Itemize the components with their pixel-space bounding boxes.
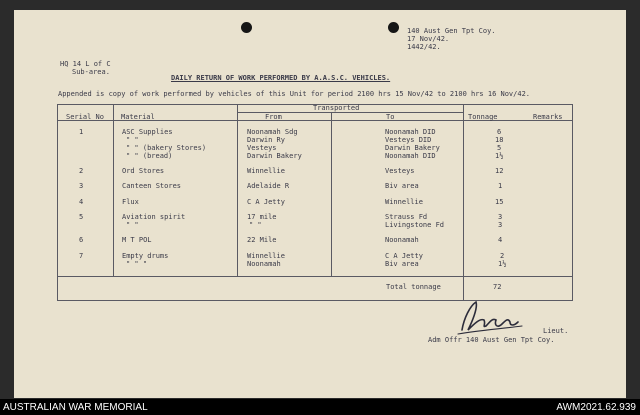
tonnage-cell: 5: [497, 144, 502, 152]
material-cell: " " (bakery Stores): [126, 144, 207, 152]
header-tonnage: Tonnage: [468, 113, 498, 121]
material-cell: Aviation spirit: [122, 213, 186, 221]
archive-name: AUSTRALIAN WAR MEMORIAL: [3, 402, 148, 413]
intro-text: Appended is copy of work performed by vehicles of this Unit for period 2100 hrs 15 Nov/42 to 2100 hrs 16 Nov/42.: [58, 90, 531, 98]
header-from: From: [265, 113, 282, 121]
to-cell: Strauss Fd: [385, 213, 428, 221]
addressee-sub: Sub-area.: [72, 68, 110, 76]
column-divider: [237, 104, 238, 276]
from-cell: 22 Mile: [247, 236, 277, 244]
material-cell: " " (bread): [126, 152, 173, 160]
to-cell: Biv area: [385, 182, 419, 190]
to-cell: Darwin Bakery: [385, 144, 440, 152]
document-date: 17 Nov/42.: [407, 35, 450, 43]
header-material: Material: [121, 113, 155, 121]
archive-footer: [0, 399, 640, 415]
tonnage-cell: 1½: [498, 260, 507, 268]
to-cell: Vesteys DID: [385, 136, 432, 144]
from-cell: Noonamah Sdg: [247, 128, 298, 136]
from-cell: Vesteys: [247, 144, 277, 152]
to-cell: Vesteys: [385, 167, 415, 175]
to-cell: Noonamah DID: [385, 128, 436, 136]
to-cell: Livingstone Fd: [385, 221, 445, 229]
tonnage-cell: 12: [495, 167, 504, 175]
tonnage-cell: 15: [495, 198, 504, 206]
material-cell: Canteen Stores: [122, 182, 182, 190]
serial-cell: 3: [79, 182, 84, 190]
table-body-border: [57, 276, 573, 277]
document-title: DAILY RETURN OF WORK PERFORMED BY A.A.S.C. VEHICLES.: [171, 74, 391, 82]
material-cell: ASC Supplies: [122, 128, 173, 136]
serial-cell: 7: [79, 252, 84, 260]
tonnage-cell: 3: [498, 221, 503, 229]
material-cell: " " ": [126, 260, 148, 268]
to-cell: C A Jetty: [385, 252, 423, 260]
column-divider: [463, 104, 464, 300]
column-divider: [331, 112, 332, 276]
material-cell: Flux: [122, 198, 139, 206]
total-value: 72: [493, 283, 502, 291]
from-cell: Darwin Bakery: [247, 152, 302, 160]
tonnage-cell: 18: [495, 136, 504, 144]
signatory-appointment: Adm Offr 140 Aust Gen Tpt Coy.: [428, 336, 555, 344]
to-cell: Biv area: [385, 260, 419, 268]
handwritten-signature: [450, 296, 530, 338]
header-remarks: Remarks: [533, 113, 563, 121]
signatory-rank: Lieut.: [543, 327, 569, 335]
document-reference: 1442/42.: [407, 43, 441, 51]
to-cell: Noonamah DID: [385, 152, 436, 160]
serial-cell: 2: [79, 167, 84, 175]
serial-cell: 4: [79, 198, 84, 206]
serial-cell: 6: [79, 236, 84, 244]
header-transported: Transported: [313, 104, 360, 112]
tonnage-cell: 4: [498, 236, 503, 244]
serial-cell: 5: [79, 213, 84, 221]
tonnage-cell: 1½: [495, 152, 504, 160]
unit-name: 140 Aust Gen Tpt Coy.: [407, 27, 496, 35]
column-divider: [113, 104, 114, 276]
material-cell: " ": [126, 136, 139, 144]
punch-hole: [388, 22, 399, 33]
table-right-border: [572, 104, 573, 300]
to-cell: Winnellie: [385, 198, 423, 206]
material-cell: Ord Stores: [122, 167, 165, 175]
from-cell: " ": [249, 221, 262, 229]
from-cell: Noonamah: [247, 260, 281, 268]
tonnage-cell: 3: [498, 213, 503, 221]
total-label: Total tonnage: [386, 283, 441, 291]
material-cell: " ": [126, 221, 139, 229]
from-cell: Winnellie: [247, 167, 285, 175]
table-left-border: [57, 104, 58, 300]
from-cell: Darwin Ry: [247, 136, 285, 144]
addressee: HQ 14 L of C: [60, 60, 111, 68]
header-to: To: [386, 113, 395, 121]
tonnage-cell: 6: [497, 128, 502, 136]
serial-cell: 1: [79, 128, 84, 136]
tonnage-cell: 1: [498, 182, 503, 190]
from-cell: Adelaide R: [247, 182, 290, 190]
header-serial-no: Serial No: [66, 113, 104, 121]
from-cell: 17 mile: [247, 213, 277, 221]
material-cell: M T POL: [122, 236, 152, 244]
to-cell: Noonamah: [385, 236, 419, 244]
accession-number: AWM2021.62.939: [556, 402, 636, 413]
from-cell: Winnellie: [247, 252, 285, 260]
material-cell: Empty drums: [122, 252, 169, 260]
punch-hole: [241, 22, 252, 33]
from-cell: C A Jetty: [247, 198, 285, 206]
tonnage-cell: 2: [500, 252, 505, 260]
